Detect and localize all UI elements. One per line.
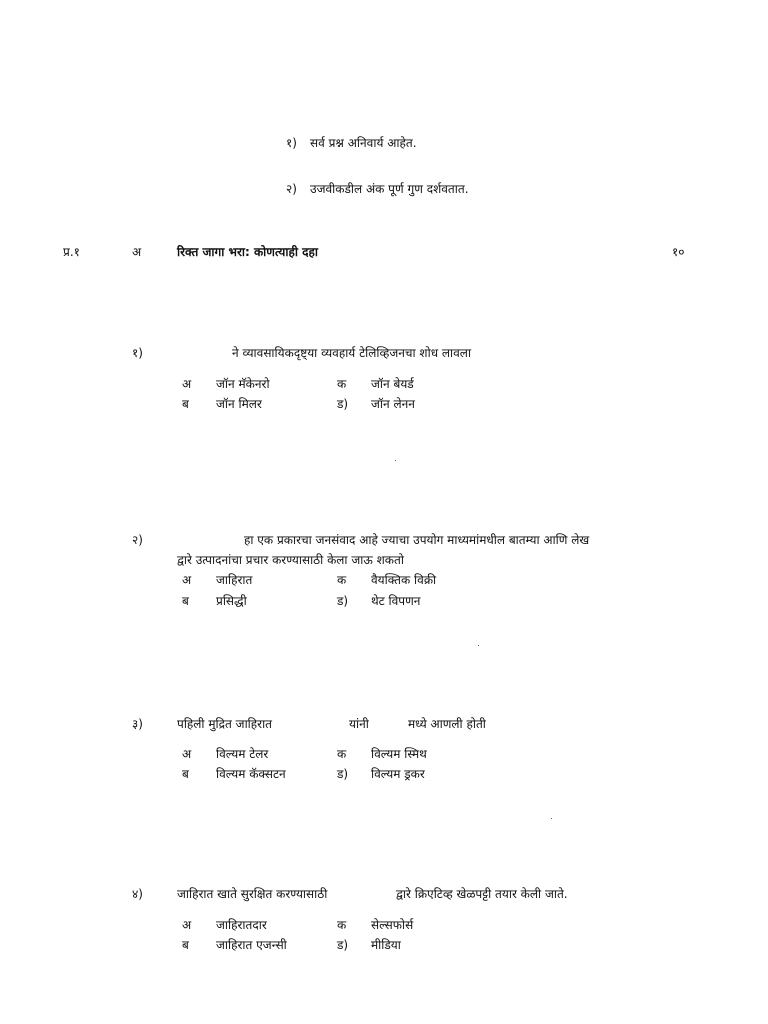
q4-option-b-text: जाहिरात एजन्सी — [216, 938, 287, 952]
q1-option-c-key: क — [337, 377, 347, 391]
q4-option-d-key: ड) — [337, 938, 349, 952]
q3-option-d-key: ड) — [337, 767, 349, 781]
q2-option-a-key: अ — [182, 573, 192, 587]
section-sub-label: अ — [132, 245, 142, 259]
q3-option-c-key: क — [337, 747, 347, 761]
q3-option-a-key: अ — [182, 747, 192, 761]
question-3-text-part-2: यांनी — [349, 717, 369, 731]
instruction-2-number: २) — [286, 182, 297, 196]
q4-option-a-key: अ — [182, 918, 192, 932]
q2-option-c-text: वैयक्तिक विक्री — [371, 573, 437, 587]
question-3-number: ३) — [132, 717, 143, 731]
q4-option-c-text: सेल्सफोर्स — [371, 918, 414, 932]
question-2-number: २) — [132, 533, 143, 547]
q2-option-b-key: ब — [182, 594, 189, 608]
question-4-text-part-1: जाहिरात खाते सुरक्षित करण्यासाठी — [177, 887, 328, 901]
stray-mark — [395, 460, 396, 461]
instruction-1-number: १) — [286, 136, 297, 150]
q3-option-a-text: विल्यम टेलर — [216, 747, 269, 761]
question-1-text: ने व्यावसायिकदृष्ट्या व्यवहार्य टेलिव्हिजनचा शोध लावला — [232, 346, 472, 360]
section-marks: १० — [672, 245, 685, 259]
q1-option-a-text: जॉन मॅकेनरो — [216, 377, 270, 391]
question-4-number: ४) — [132, 887, 143, 901]
q2-option-c-key: क — [337, 573, 347, 587]
q2-option-d-text: थेट विपणन — [371, 594, 421, 608]
question-4-text-part-2: द्वारे क्रिएटिव्ह खेळपट्टी तयार केली जाते. — [396, 887, 568, 901]
q4-option-b-key: ब — [182, 938, 189, 952]
q4-option-c-key: क — [337, 918, 347, 932]
question-1-number: १) — [132, 346, 143, 360]
question-3-text-part-3: मध्ये आणली होती — [408, 717, 486, 731]
q1-option-b-text: जॉन मिलर — [216, 397, 262, 411]
question-2-text-continued: द्वारे उत्पादनांचा प्रचार करण्यासाठी केला जाऊ शकतो — [177, 553, 404, 567]
q4-option-a-text: जाहिरातदार — [216, 918, 267, 932]
q1-option-d-text: जॉन लेनन — [371, 397, 415, 411]
q4-option-d-text: मीडिया — [371, 938, 401, 952]
instruction-2-text: उजवीकडील अंक पूर्ण गुण दर्शवतात. — [310, 182, 469, 196]
q3-option-b-text: विल्यम कॅक्सटन — [216, 767, 286, 781]
question-3-text-part-1: पहिली मुद्रित जाहिरात — [177, 717, 273, 731]
stray-mark — [551, 818, 552, 819]
section-label: प्र.१ — [63, 245, 80, 259]
q3-option-b-key: ब — [182, 767, 189, 781]
q2-option-d-key: ड) — [337, 594, 349, 608]
q3-option-d-text: विल्यम ड्रकर — [371, 767, 425, 781]
q2-option-a-text: जाहिरात — [216, 573, 253, 587]
q1-option-c-text: जॉन बेयर्ड — [371, 377, 414, 391]
section-title: रिक्त जागा भरा: कोणत्याही दहा — [177, 245, 319, 259]
stray-mark — [478, 645, 479, 646]
q3-option-c-text: विल्यम स्मिथ — [371, 747, 427, 761]
q1-option-a-key: अ — [182, 377, 192, 391]
question-2-text: हा एक प्रकारचा जनसंवाद आहे ज्याचा उपयोग माध्यमांमधील बातम्या आणि लेख — [244, 533, 590, 547]
instruction-1-text: सर्व प्रश्न अनिवार्य आहेत. — [310, 136, 417, 150]
q1-option-d-key: ड) — [337, 397, 349, 411]
q1-option-b-key: ब — [182, 397, 189, 411]
q2-option-b-text: प्रसिद्धी — [216, 594, 247, 608]
